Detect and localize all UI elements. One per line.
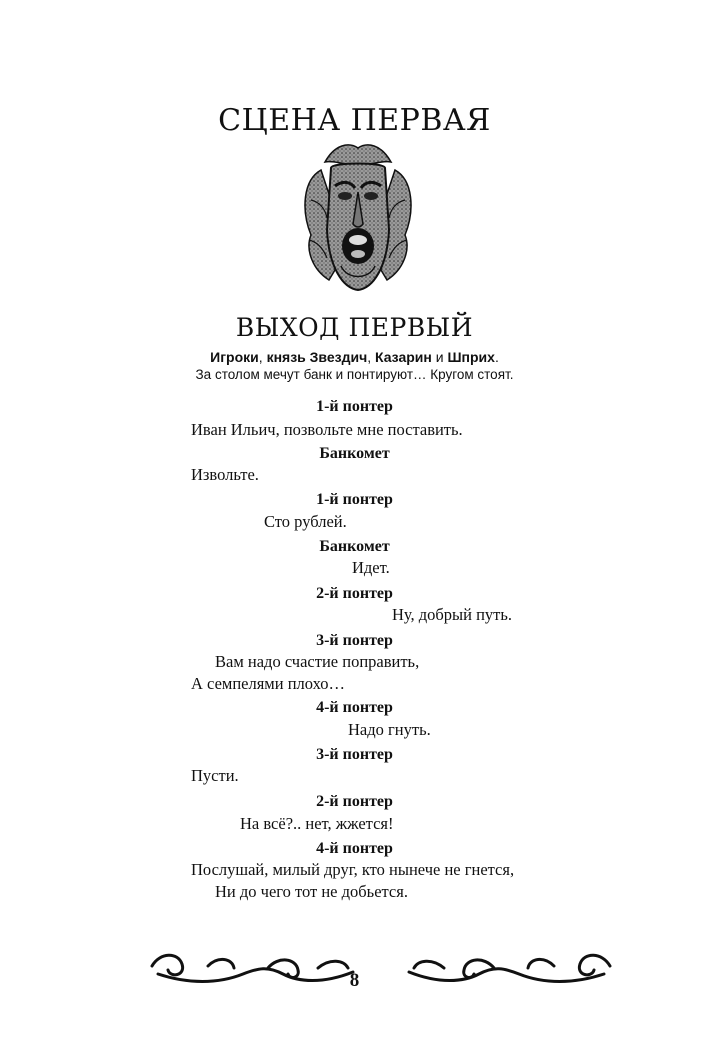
speaker-name: 1-й понтер	[316, 398, 393, 415]
dialogue-line: Иван Ильич, позвольте мне поставить.	[191, 420, 463, 439]
dialogue-line: А семпелями плохо…	[191, 674, 345, 693]
cast-separator: ,	[258, 349, 267, 365]
speaker-name: 2-й понтер	[316, 585, 393, 602]
dialogue-line: Сто рублей.	[264, 512, 347, 531]
exit-title: ВЫХОД ПЕРВЫЙ	[235, 313, 474, 342]
dialogue-line: Вам надо счастие поправить,	[215, 652, 420, 671]
speaker-name: Банкомет	[319, 445, 390, 462]
dialogue-line: Надо гнуть.	[348, 720, 431, 739]
cast-kazarin: Казарин	[375, 349, 432, 365]
cast-players: Игроки	[210, 349, 259, 365]
stage-direction: За столом мечут банк и понтируют… Кругом стоят.	[195, 367, 514, 382]
dialogue-line: Ну, добрый путь.	[392, 605, 513, 624]
speaker-name: 2-й понтер	[316, 793, 393, 810]
dialogue-line: Извольте.	[191, 465, 259, 484]
scene-title: СЦЕНА ПЕРВАЯ	[218, 103, 491, 138]
speaker-name: 3-й понтер	[316, 746, 393, 763]
dialogue-line: Идет.	[352, 558, 390, 577]
speaker-name: Банкомет	[319, 538, 390, 555]
dialogue-line: Послушай, милый друг, кто нынече не гнется,	[191, 860, 515, 879]
cast-separator: .	[494, 349, 499, 365]
cast-separator: ,	[367, 349, 375, 365]
cast-shprikh: Шприх	[447, 349, 495, 365]
cast-zvezdich: князь Звездич	[266, 349, 368, 365]
stone-mask-illustration	[301, 140, 415, 296]
dialogue-line: Пусти.	[191, 766, 239, 785]
speaker-name: 1-й понтер	[316, 491, 393, 508]
cast-list	[0, 349, 709, 365]
speaker-name: 4-й понтер	[316, 699, 393, 716]
cast-separator: и	[431, 349, 448, 365]
page-number: 8	[349, 970, 360, 991]
dialogue-line: На всё?.. нет, жжется!	[240, 814, 394, 833]
speaker-name: 3-й понтер	[316, 632, 393, 649]
speaker-name: 4-й понтер	[316, 840, 393, 857]
dialogue-line: Ни до чего тот не добьется.	[215, 882, 408, 901]
